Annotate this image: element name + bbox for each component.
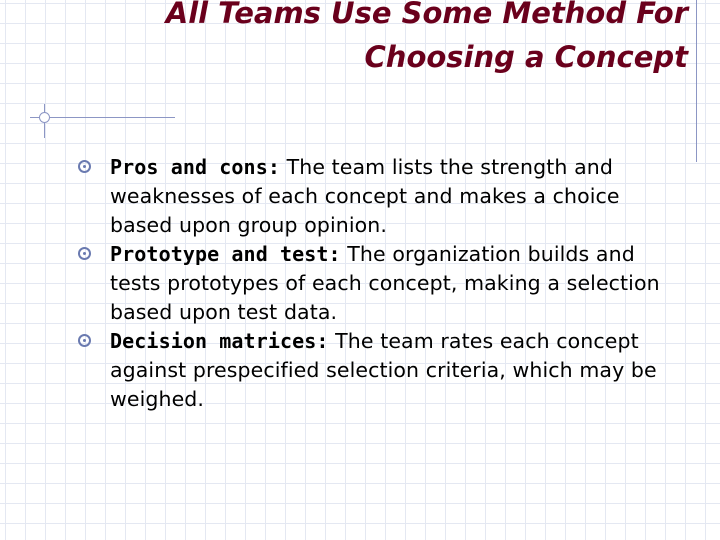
title-line-1: All Teams Use Some Method For <box>165 0 688 30</box>
bullet-term: Pros and cons: <box>110 155 280 179</box>
circled-dot-icon <box>78 334 91 347</box>
bullet-term: Prototype and test: <box>110 242 341 266</box>
circled-dot-icon <box>78 160 91 173</box>
title-line-2: Choosing a Concept <box>364 40 688 74</box>
list-item <box>78 153 688 240</box>
horizontal-guide-line <box>30 117 175 118</box>
bullet-text: The organization builds and tests prototypes of each concept, making a selection based upon test data. <box>110 242 660 324</box>
bullet-text: The team lists the strength and weaknesses of each concept and makes a choice based upon group opinion. <box>110 155 620 237</box>
slide-title <box>88 0 688 79</box>
list-item <box>78 327 688 414</box>
list-item <box>78 240 688 327</box>
crosshair-icon <box>39 112 50 123</box>
bullet-list <box>78 153 688 414</box>
vertical-guide-line <box>696 0 697 162</box>
circled-dot-icon <box>78 247 91 260</box>
bullet-term: Decision matrices: <box>110 329 329 353</box>
bullet-text: The team rates each concept against prespecified selection criteria, which may be weighed. <box>110 329 657 411</box>
